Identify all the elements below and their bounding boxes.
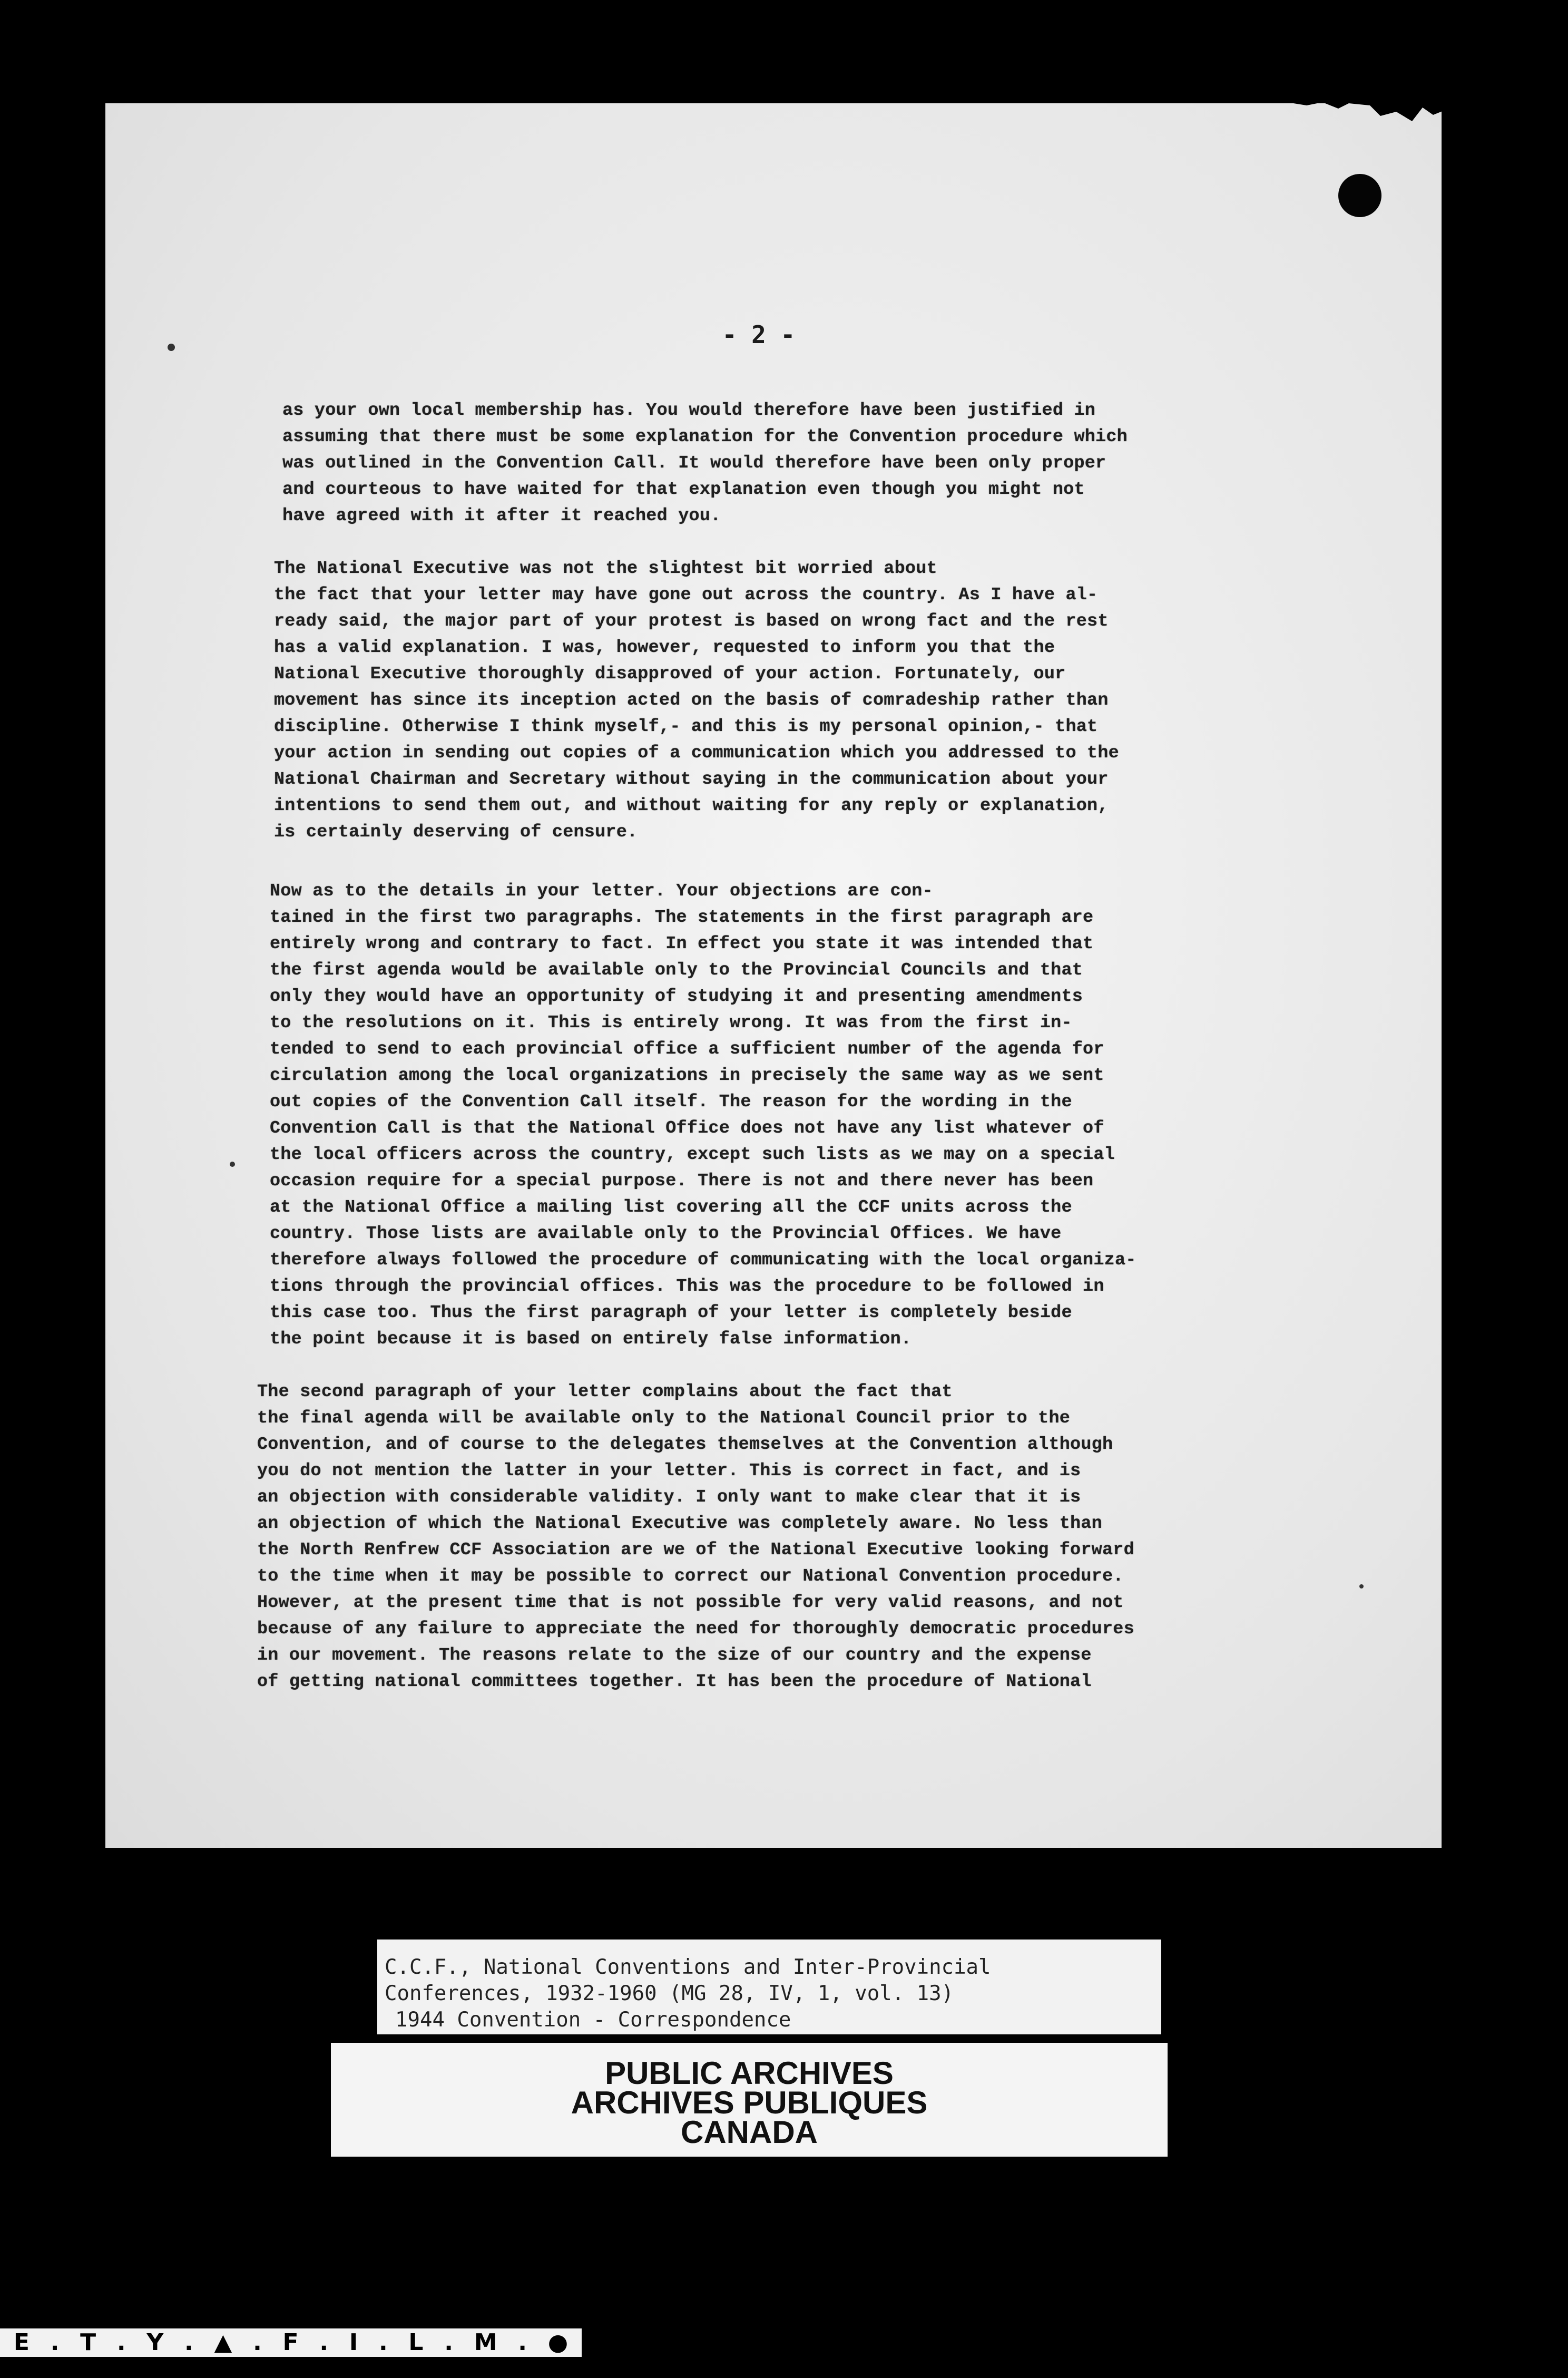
punch-hole — [1338, 174, 1381, 217]
text-line: was outlined in the Convention Call. It would therefore have been only proper — [282, 453, 1106, 473]
archive-reference-label — [377, 1940, 1161, 2034]
film-letter: . — [253, 2329, 262, 2356]
text-line: the fact that your letter may have gone out across the country. As I have al- — [274, 585, 1098, 605]
film-letter: . — [184, 2329, 193, 2356]
stray-mark — [230, 1162, 235, 1167]
film-letter: F — [282, 2329, 299, 2356]
archives-french: ARCHIVES PUBLIQUES — [571, 2085, 928, 2120]
text-line: an objection of which the National Executive was completely aware. No less than — [257, 1514, 1102, 1534]
text-line: the point because it is based on entirely false information. — [270, 1329, 912, 1349]
text-line: assuming that there must be some explanation for the Convention procedure which — [282, 427, 1128, 447]
text-line: tions through the provincial offices. This was the procedure to be followed in — [270, 1276, 1104, 1297]
text-line: and courteous to have waited for that explanation even though you might not — [282, 480, 1085, 500]
text-line: of getting national committees together. It has been the procedure of National — [257, 1672, 1092, 1692]
stray-mark — [168, 344, 175, 351]
text-line: your action in sending out copies of a communication which you addressed to the — [274, 743, 1119, 763]
text-line: country. Those lists are available only to the Provincial Offices. We have — [270, 1224, 1062, 1244]
text-line: because of any failure to appreciate the need for thoroughly democratic procedures — [257, 1619, 1134, 1639]
public-archives-stamp — [331, 2043, 1168, 2157]
text-line: this case too. Thus the first paragraph of your letter is completely beside — [270, 1303, 1072, 1323]
text-line: Now as to the details in your letter. Your objections are con- — [270, 881, 933, 901]
text-line: the first agenda would be available only to the Provincial Councils and that — [270, 960, 1083, 980]
film-letter: E — [13, 2329, 30, 2356]
text-line: intentions to send them out, and without waiting for any reply or explanation, — [274, 796, 1109, 816]
text-line: have agreed with it after it reached you. — [282, 506, 721, 526]
paragraph-details — [270, 878, 1136, 1352]
text-line: movement has since its inception acted on the basis of comradeship rather than — [274, 690, 1109, 710]
text-line: However, at the present time that is not possible for very valid reasons, and not — [257, 1593, 1124, 1613]
text-line: tended to send to each provincial office a sufficient number of the agenda for — [270, 1039, 1104, 1059]
text-line: National Executive thoroughly disapproved of your action. Fortunately, our — [274, 664, 1066, 684]
text-line: Convention Call is that the National Office does not have any list whatever of — [270, 1118, 1104, 1138]
text-line: circulation among the local organizations in precisely the same way as we sent — [270, 1066, 1104, 1086]
film-letter: . — [50, 2329, 60, 2356]
film-letter: L — [408, 2329, 424, 2356]
torn-corner — [1149, 100, 1444, 163]
film-strip — [0, 2328, 582, 2357]
text-line: National Chairman and Secretary without saying in the communication about your — [274, 769, 1109, 790]
text-line: the North Renfrew CCF Association are we of the National Executive looking forward — [257, 1540, 1134, 1560]
text-line: to the resolutions on it. This is entirely wrong. It was from the first in- — [270, 1013, 1072, 1033]
archive-file-line: 1944 Convention - Correspondence — [395, 2008, 791, 2032]
text-line: tained in the first two paragraphs. The statements in the first paragraph are — [270, 908, 1094, 928]
paragraph-second-complaint — [257, 1379, 1134, 1695]
film-letter: . — [116, 2329, 126, 2356]
text-line: occasion require for a special purpose. There is not and there never has been — [270, 1171, 1094, 1191]
text-line: an objection with considerable validity. I only want to make clear that it is — [257, 1487, 1081, 1507]
text-line: to the time when it may be possible to correct our National Convention procedure. — [257, 1566, 1124, 1586]
film-letter: . — [518, 2329, 527, 2356]
text-line: Convention, and of course to the delegates themselves at the Convention although — [257, 1435, 1113, 1455]
text-line: discipline. Otherwise I think myself,- and this is my personal opinion,- that — [274, 717, 1098, 737]
text-line: you do not mention the latter in your letter. This is correct in fact, and is — [257, 1461, 1081, 1481]
film-letter: ● — [547, 2329, 569, 2356]
film-letter: ▲ — [214, 2329, 232, 2356]
film-letter: I — [349, 2329, 358, 2356]
film-letter: . — [444, 2329, 453, 2356]
text-line: entirely wrong and contrary to fact. In effect you state it was intended that — [270, 934, 1094, 954]
text-line: the local officers across the country, except such lists as we may on a special — [270, 1145, 1115, 1165]
archives-english: PUBLIC ARCHIVES — [605, 2055, 894, 2091]
film-letter: . — [319, 2329, 329, 2356]
page-number: - 2 - — [722, 320, 796, 349]
film-letter: T — [80, 2329, 96, 2356]
film-letter: . — [378, 2329, 388, 2356]
text-line: as your own local membership has. You would therefore have been justified in — [282, 401, 1096, 421]
archive-fonds-line: C.C.F., National Conventions and Inter-Provincial — [385, 1955, 991, 1979]
archive-volume-line: Conferences, 1932-1960 (MG 28, IV, 1, vol. 13) — [385, 1982, 954, 2005]
film-letter: Y — [146, 2329, 164, 2356]
text-line: ready said, the major part of your protest is based on wrong fact and the rest — [274, 611, 1109, 631]
text-line: the final agenda will be available only to the National Council prior to the — [257, 1408, 1071, 1428]
text-line: The National Executive was not the slightest bit worried about — [274, 559, 937, 579]
text-line: therefore always followed the procedure of communicating with the local organiza- — [270, 1250, 1136, 1270]
stray-mark — [1359, 1584, 1364, 1588]
archives-country: CANADA — [681, 2114, 818, 2150]
text-line: has a valid explanation. I was, however, requested to inform you that the — [274, 638, 1055, 658]
film-letter: M — [474, 2329, 497, 2356]
text-line: at the National Office a mailing list covering all the CCF units across the — [270, 1197, 1072, 1217]
paragraph-continuation — [282, 397, 1128, 529]
text-line: The second paragraph of your letter complains about the fact that — [257, 1382, 953, 1402]
paragraph-national-executive — [274, 555, 1119, 845]
text-line: out copies of the Convention Call itself. The reason for the wording in the — [270, 1092, 1072, 1112]
text-line: is certainly deserving of censure. — [274, 822, 638, 842]
text-line: in our movement. The reasons relate to the size of our country and the expense — [257, 1645, 1092, 1665]
text-line: only they would have an opportunity of studying it and presenting amendments — [270, 987, 1083, 1007]
